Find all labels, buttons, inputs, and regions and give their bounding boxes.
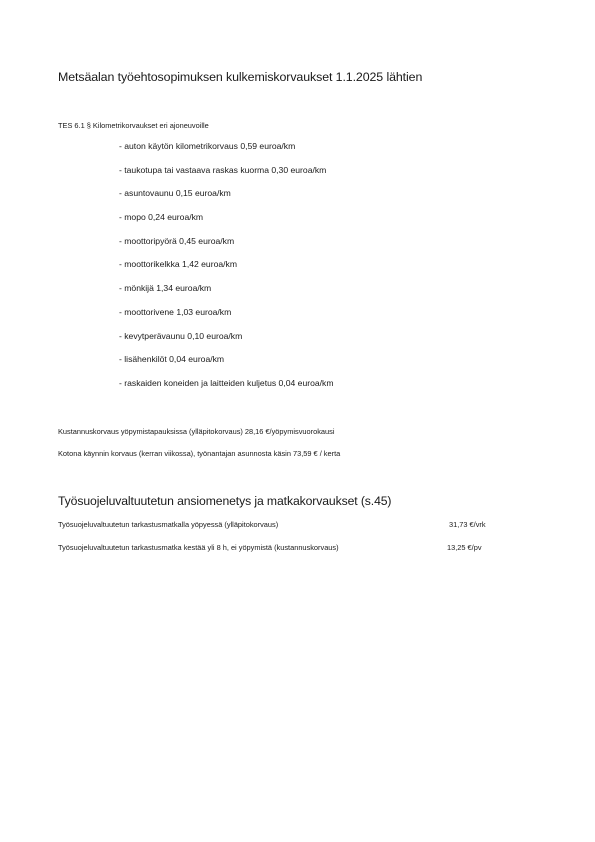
intro-text: TES 6.1 § Kilometrikorvaukset eri ajoneuvoille	[58, 121, 209, 130]
row-value: 31,73 €/vrk	[449, 520, 486, 529]
list-item: - moottorivene 1,03 euroa/km	[119, 306, 232, 317]
list-item: - raskaiden koneiden ja laitteiden kuljetus 0,04 euroa/km	[119, 377, 334, 388]
list-item: - asuntovaunu 0,15 euroa/km	[119, 188, 231, 199]
list-item: - moottorikelkka 1,42 euroa/km	[119, 259, 237, 270]
lodging-allowance-text: Kustannuskorvaus yöpymistapauksissa (ylläpitokorvaus) 28,16 €/yöpymisvuorokausi	[58, 427, 335, 436]
home-visit-allowance-text: Kotona käynnin korvaus (kerran viikossa), työnantajan asunnosta käsin 73,59 € / kerta	[58, 449, 341, 458]
list-item: - taukotupa tai vastaava raskas kuorma 0,30 euroa/km	[119, 164, 327, 175]
rate-list	[119, 141, 334, 402]
list-item: - kevytperävaunu 0,10 euroa/km	[119, 330, 243, 341]
row-description: Työsuojeluvaltuutetun tarkastusmatka kestää yli 8 h, ei yöpymistä (kustannuskorvaus)	[58, 543, 339, 552]
list-item: - mönkijä 1,34 euroa/km	[119, 283, 212, 294]
section-heading: Työsuojeluvaltuutetun ansiomenetys ja matkakorvaukset (s.45)	[58, 494, 392, 508]
page-title: Metsäalan työehtosopimuksen kulkemiskorvaukset 1.1.2025 lähtien	[58, 70, 423, 84]
row-description: Työsuojeluvaltuutetun tarkastusmatkalla yöpyessä (ylläpitokorvaus)	[58, 520, 279, 529]
list-item: - moottoripyörä 0,45 euroa/km	[119, 235, 235, 246]
list-item: - lisähenkilöt 0,04 euroa/km	[119, 354, 225, 365]
list-item: - mopo 0,24 euroa/km	[119, 212, 204, 223]
list-item: - auton käytön kilometrikorvaus 0,59 euroa/km	[119, 141, 296, 151]
row-value: 13,25 €/pv	[447, 543, 482, 552]
